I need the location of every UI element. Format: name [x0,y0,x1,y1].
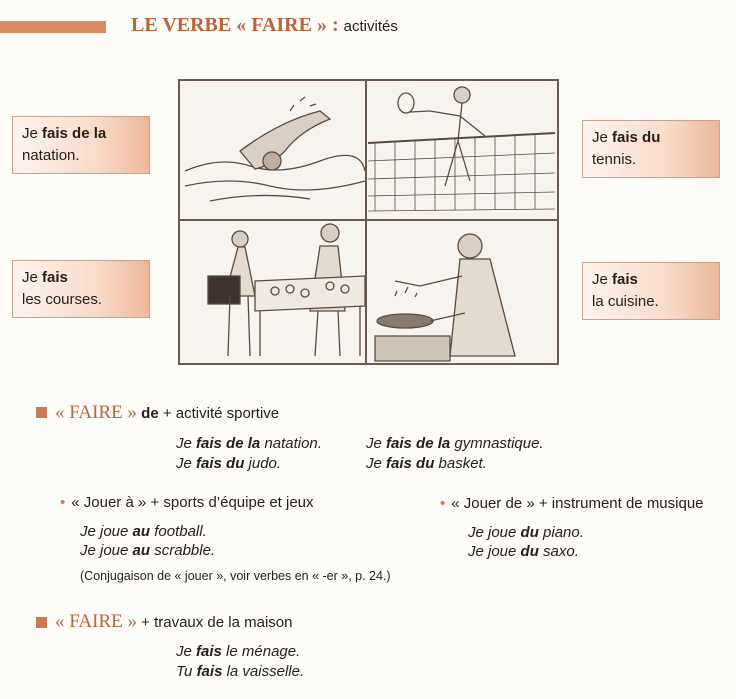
example-line: Je joue du piano. [468,524,584,541]
conjugation-note: (Conjugaison de « jouer », voir verbes en « -er », p. 24.) [80,569,391,583]
example-line: Je fais du judo. [176,455,282,472]
example-line: Je fais de la gymnastique. [366,435,544,452]
shopping-illustration [208,224,365,356]
example-line: Je fais de la natation. [176,435,322,452]
example-line: Tu fais la vaisselle. [176,663,305,680]
label-courses: Je fais les courses. [12,260,150,318]
label-natation: Je fais de la natation. [12,116,150,174]
bullet-dot-icon: • [60,494,66,511]
bullet-jouer-de: • « Jouer de » + instrument de musique [440,495,704,512]
bullet-jouer-a: • « Jouer à » + sports d’équipe et jeux [60,494,314,511]
cooking-illustration [375,234,515,361]
page-title: LE VERBE « FAIRE » : activités [131,14,398,36]
bullet-dot-icon: • [440,495,446,512]
example-line: Je joue au football. [80,523,207,540]
section-marker [36,617,47,628]
example-line: Je joue au scrabble. [80,542,216,559]
title-decoration-bar [0,21,106,33]
section-marker [36,407,47,418]
example-line: Je joue du saxo. [468,543,579,560]
section-faire-maison: « FAIRE » + travaux de la maison [55,611,293,632]
tennis-net-illustration [368,133,555,211]
section-faire-sport: « FAIRE » de + activité sportive [55,402,280,423]
example-line: Je fais du basket. [366,455,487,472]
activities-illustration [178,79,559,365]
example-line: Je fais le ménage. [176,643,301,660]
swimmer-illustration [185,97,365,201]
label-tennis: Je fais du tennis. [582,120,720,178]
label-cuisine: Je fais la cuisine. [582,262,720,320]
